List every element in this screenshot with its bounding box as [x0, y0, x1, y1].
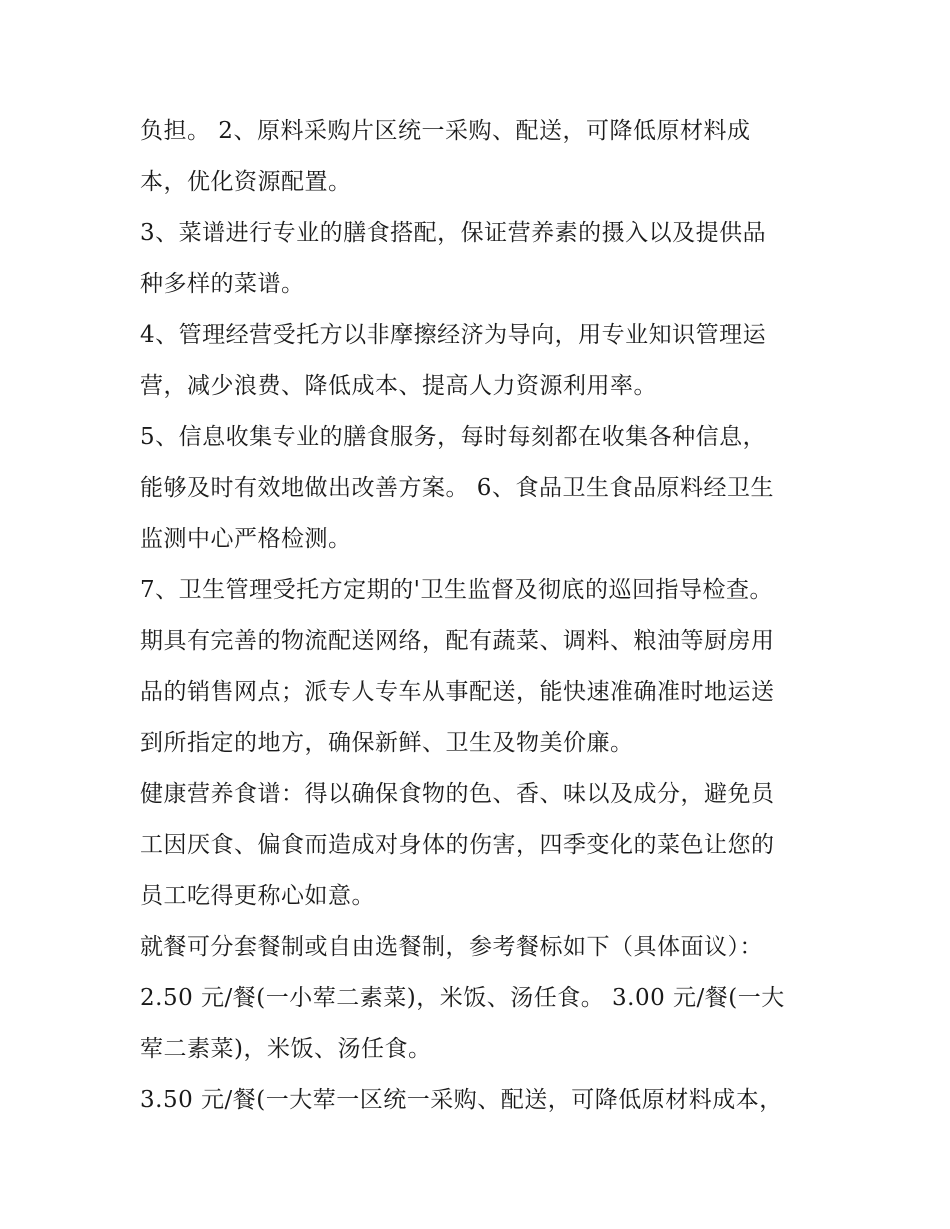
text-line: 4、管理经营受托方以非摩擦经济为导向，用专业知识管理运 — [140, 322, 767, 348]
text-line: 本，优化资源配置。 — [140, 169, 352, 195]
text-line: 7、卫生管理受托方定期的'卫生监督及彻底的巡回指导检查。 — [140, 577, 773, 603]
document-body — [140, 106, 820, 1126]
text-line: 品的销售网点；派专人专车从事配送，能快速准确准时地运送 — [140, 679, 775, 705]
text-line: 期具有完善的物流配送网络，配有蔬菜、调料、粮油等厨房用 — [140, 628, 775, 654]
text-line: 工因厌食、偏食而造成对身体的伤害，四季变化的菜色让您的 — [140, 832, 775, 858]
text-line: 3、菜谱进行专业的膳食搭配，保证营养素的摄入以及提供品 — [140, 220, 767, 246]
text-line: 负担。 2、原料采购片区统一采购、配送，可降低原材料成 — [140, 118, 751, 144]
text-line: 荤二素菜)，米饭、汤任食。 — [140, 1036, 432, 1062]
text-line: 到所指定的地方，确保新鲜、卫生及物美价廉。 — [140, 730, 634, 756]
text-line: 员工吃得更称心如意。 — [140, 883, 375, 909]
text-line: 健康营养食谱：得以确保食物的色、香、味以及成分，避免员 — [140, 781, 775, 807]
text-line: 能够及时有效地做出改善方案。 6、食品卫生食品原料经卫生 — [140, 475, 774, 501]
text-line: 就餐可分套餐制或自由选餐制，参考餐标如下（具体面议）： — [140, 934, 763, 960]
text-line: 5、信息收集专业的膳食服务，每时每刻都在收集各种信息， — [140, 424, 767, 450]
text-line: 2.50 元/餐(一小荤二素菜)，米饭、汤任食。 3.00 元/餐(一大 — [140, 985, 785, 1011]
text-line: 种多样的菜谱。 — [140, 271, 305, 297]
text-line: 3.50 元/餐(一大荤一区统一采购、配送，可降低原材料成本， — [140, 1087, 783, 1113]
text-line: 监测中心严格检测。 — [140, 526, 352, 552]
text-line: 营，减少浪费、降低成本、提高人力资源利用率。 — [140, 373, 657, 399]
